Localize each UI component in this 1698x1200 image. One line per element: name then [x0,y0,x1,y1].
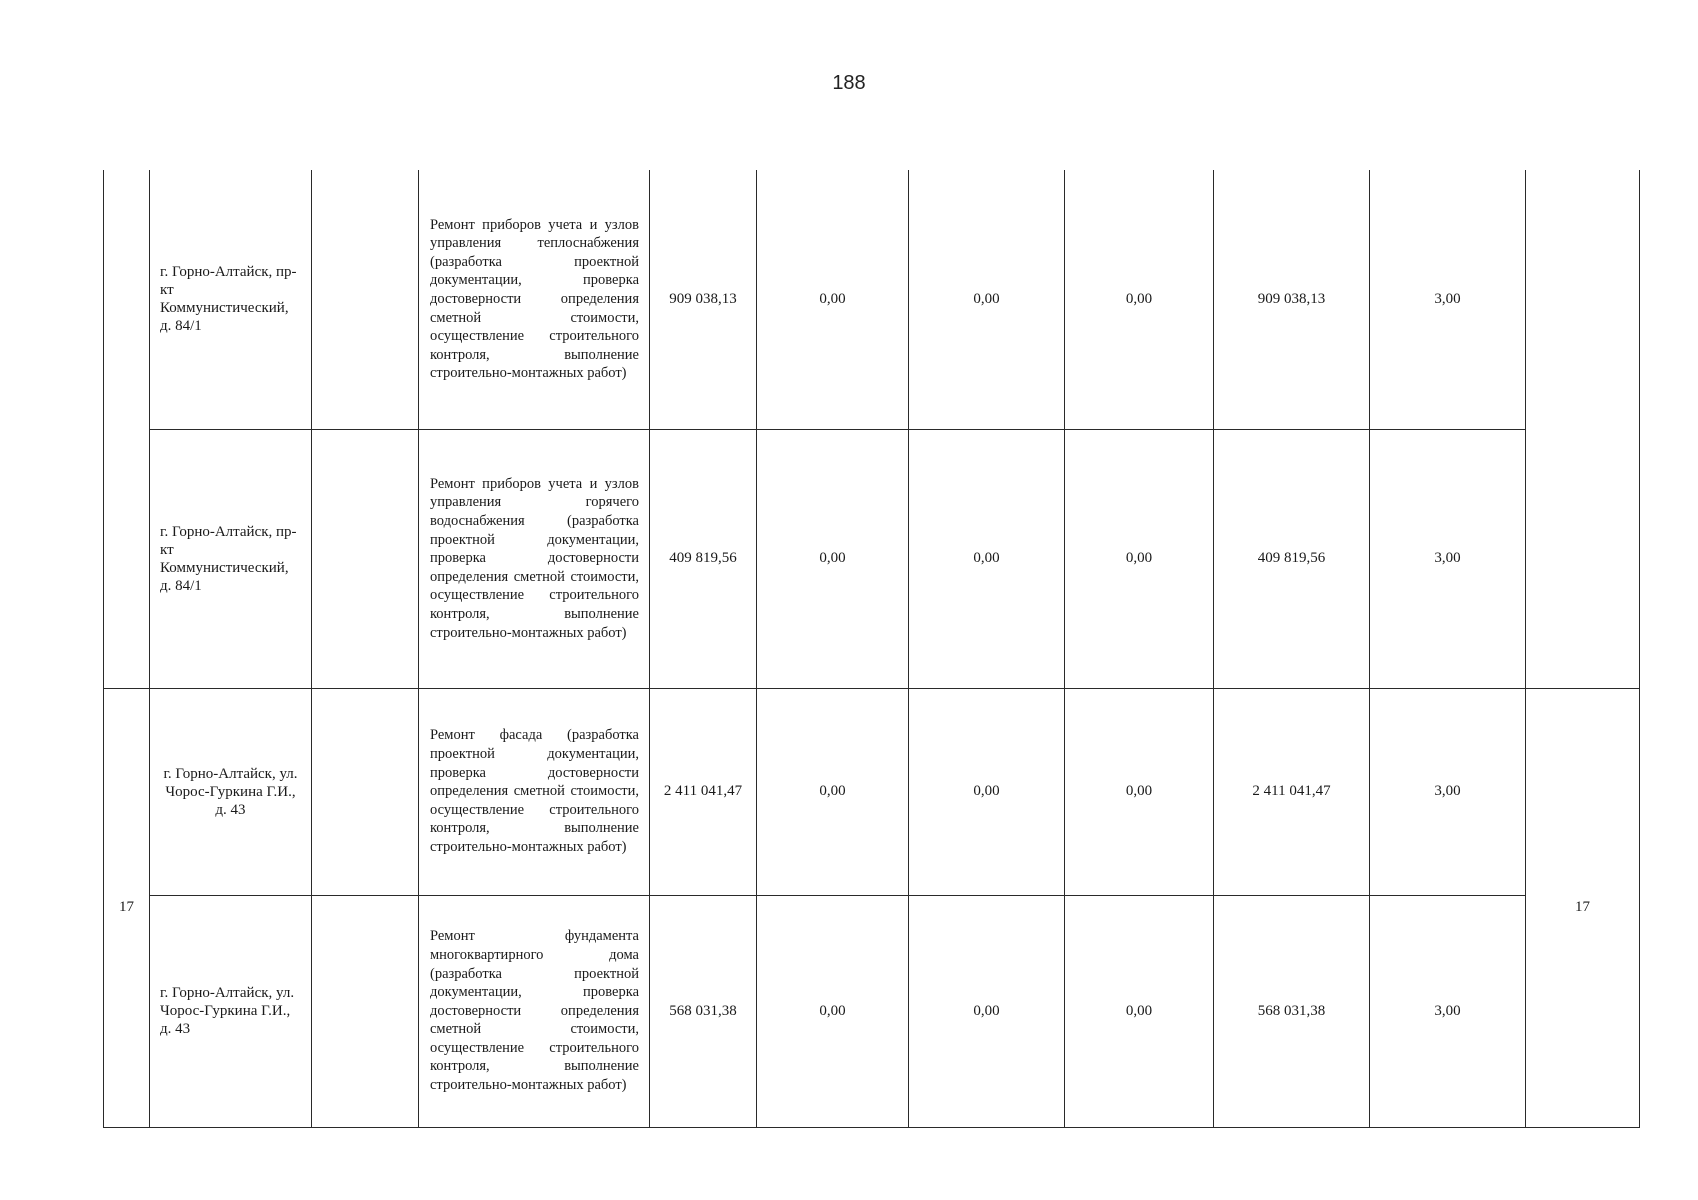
fund-cost-cell: 409 819,56 [1214,429,1370,688]
total-cost-cell: 2 411 041,47 [650,688,757,895]
address-cell: г. Горно-Алтайск, пр-кт Коммунистический, д. 84/1 [150,429,312,688]
unit-value-cell: 3,00 [1370,429,1526,688]
blank-cell [312,688,419,895]
value-cell: 0,00 [1065,895,1214,1127]
work-description-cell: Ремонт приборов учета и узлов управления теплоснабжения (разработка проектной документации, проверка достоверности определения сметной стоимости, осуществление строительного контроля, выполнение строительно-монтажных работ) [419,170,650,429]
value-cell: 0,00 [1065,688,1214,895]
fund-cost-cell: 2 411 041,47 [1214,688,1370,895]
block-index-cell-right-prev [1526,170,1640,688]
total-cost-cell: 909 038,13 [650,170,757,429]
address-cell: г. Горно-Алтайск, пр-кт Коммунистический, д. 84/1 [150,170,312,429]
value-cell: 0,00 [909,429,1065,688]
value-cell: 0,00 [757,170,909,429]
value-cell: 0,00 [1065,170,1214,429]
table-row [104,170,1640,429]
blank-cell [312,429,419,688]
total-cost-cell: 409 819,56 [650,429,757,688]
work-description-cell: Ремонт фундамента многоквартирного дома (разработка проектной документации, проверка достоверности определения сметной стоимости, осуществление строительного контроля, выполнение строительно-монтажных работ) [419,895,650,1127]
block-index-right: 17 [1526,688,1640,1127]
value-cell: 0,00 [757,895,909,1127]
unit-value-cell: 3,00 [1370,170,1526,429]
unit-value-cell: 3,00 [1370,895,1526,1127]
table-row [104,895,1640,1127]
value-cell: 0,00 [909,895,1065,1127]
fund-cost-cell: 909 038,13 [1214,170,1370,429]
value-cell: 0,00 [757,429,909,688]
table-row [104,688,1640,895]
address-cell: г. Горно-Алтайск, ул. Чорос-Гуркина Г.И., д. 43 [150,688,312,895]
unit-value-cell: 3,00 [1370,688,1526,895]
value-cell: 0,00 [909,170,1065,429]
value-cell: 0,00 [757,688,909,895]
blank-cell [312,170,419,429]
value-cell: 0,00 [1065,429,1214,688]
blank-cell [312,895,419,1127]
page-number: 188 [832,72,866,94]
block-index-cell-left-prev [104,170,150,688]
address-cell: г. Горно-Алтайск, ул. Чорос-Гуркина Г.И., д. 43 [150,895,312,1127]
work-description-cell: Ремонт фасада (разработка проектной документации, проверка достоверности определения сметной стоимости, осуществление строительного контроля, выполнение строительно-монтажных работ) [419,688,650,895]
table-row [104,429,1640,688]
value-cell: 0,00 [909,688,1065,895]
fund-cost-cell: 568 031,38 [1214,895,1370,1127]
work-description-cell: Ремонт приборов учета и узлов управления горячего водоснабжения (разработка проектной документации, проверка достоверности определения сметной стоимости, осуществление строительного контроля, выполнение строительно-монтажных работ) [419,429,650,688]
works-table [103,170,1640,1128]
total-cost-cell: 568 031,38 [650,895,757,1127]
block-index-left: 17 [104,688,150,1127]
